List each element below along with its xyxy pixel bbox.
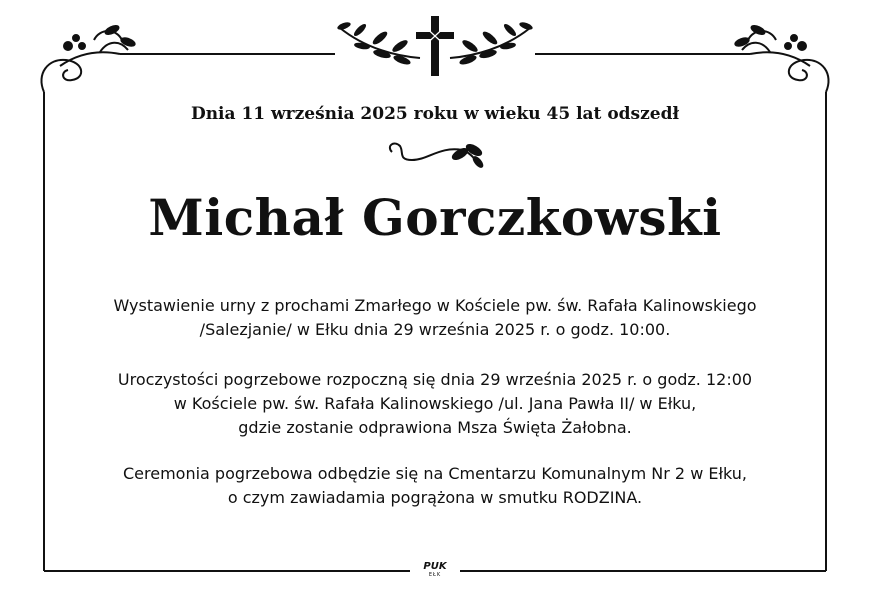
deceased-name: Michał Gorczkowski: [148, 188, 722, 247]
paragraph-line: Ceremonia pogrzebowa odbędzie się na Cmentarzu Komunalnym Nr 2 w Ełku,: [122, 464, 748, 483]
paragraph-burial: [60, 462, 810, 510]
corner-flourish-right-icon: [734, 24, 828, 92]
paragraph-line: /Salezjanie/ w Ełku dnia 29 września 2025 r. o godz. 10:00.: [199, 320, 671, 339]
logo-sub-text: EŁK: [428, 572, 442, 578]
paragraph-line: Uroczystości pogrzebowe rozpoczną się dnia 29 września 2025 r. o godz. 12:00: [117, 370, 753, 389]
cross-laurel-icon: [336, 16, 533, 76]
logo-main-text: PUK: [423, 561, 447, 572]
paragraph-line: gdzie zostanie odprawiona Msza Święta Żałobna.: [238, 418, 632, 437]
paragraph-line: o czym zawiadamia pogrążona w smutku RODZINA.: [227, 488, 643, 507]
intro-text: Dnia 11 września 2025 roku w wieku 45 lat odszedł: [190, 104, 680, 124]
paragraph-urn: [60, 294, 810, 342]
paragraph-ceremony: [60, 368, 810, 440]
small-flourish-icon: [390, 143, 484, 168]
corner-flourish-left-icon: [41, 24, 135, 92]
paragraph-line: Wystawienie urny z prochami Zmarłego w Kościele pw. św. Rafała Kalinowskiego: [113, 296, 757, 315]
paragraph-line: w Kościele pw. św. Rafała Kalinowskiego /ul. Jana Pawła II/ w Ełku,: [173, 394, 697, 413]
